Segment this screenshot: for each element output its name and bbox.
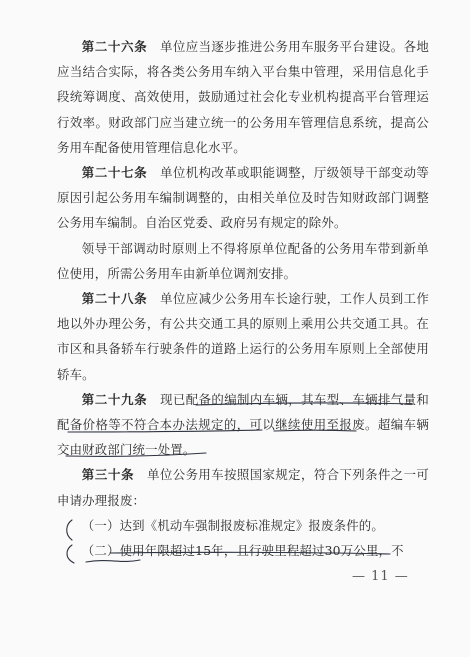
page-number: — 11 — [352,569,409,584]
body-text [57,34,429,563]
article-26 [57,34,429,160]
article-number: 第二十八条 [81,291,148,307]
article-text: 领导干部调动时原则上不得将原单位配备的公务用车带到新单位使用，所需公务用车由新单位调剂安排。 [57,240,429,281]
article-text: 单位应减少公务用车长途行驶，工作人员到工作地以外办理公务，有公共交通工具的原则上乘用公共交通工具。在市区和具备轿车行驶条件的道路上运行的公务用车原则上全部使用轿车。 [57,291,429,382]
list-item-1 [57,513,429,538]
list-item-2 [57,538,429,563]
article-text: 现已配备的编制内车辆，其车型、车辆排气量和配备价格等不符合本办法规定的，可以继续使用至报废。超编车辆交由财政部门统一处置。 [57,391,429,458]
article-28 [57,286,429,387]
article-number: 第二十六条 [81,39,148,54]
article-number: 第二十七条 [81,165,148,181]
article-number: 第二十九条 [81,391,148,407]
article-text: 单位应当逐步推进公务用车服务平台建设。各地应当结合实际，将各类公务用车纳入平台集中管理，采用信息化手段统筹调度、高效使用，鼓励通过社会化专业机构提高平台管理运行效率。财政部门应当建立统一的公务用车管理信息系统，提高公务用车配备使用管理信息化水平。 [57,39,429,155]
article-number: 第三十条 [81,467,135,483]
list-item-text: （二）使用年限超过15年，且行驶里程超过30万公里，不 [81,543,404,559]
article-text: 单位机构改革或职能调整，厅级领导干部变动等原因引起公务用车编制调整的，由相关单位及时告知财政部门调整公务用车编制。自治区党委、政府另有规定的除外。 [57,165,429,231]
list-item-text: （一）达到《机动车强制报废标准规定》报废条件的。 [81,517,384,533]
article-text: 单位公务用车按照国家规定，符合下列条件之一可申请办理报废： [57,467,430,508]
article-29 [57,387,429,463]
article-27 [57,160,429,236]
article-30 [57,462,429,512]
article-27-para-2 [57,236,429,286]
